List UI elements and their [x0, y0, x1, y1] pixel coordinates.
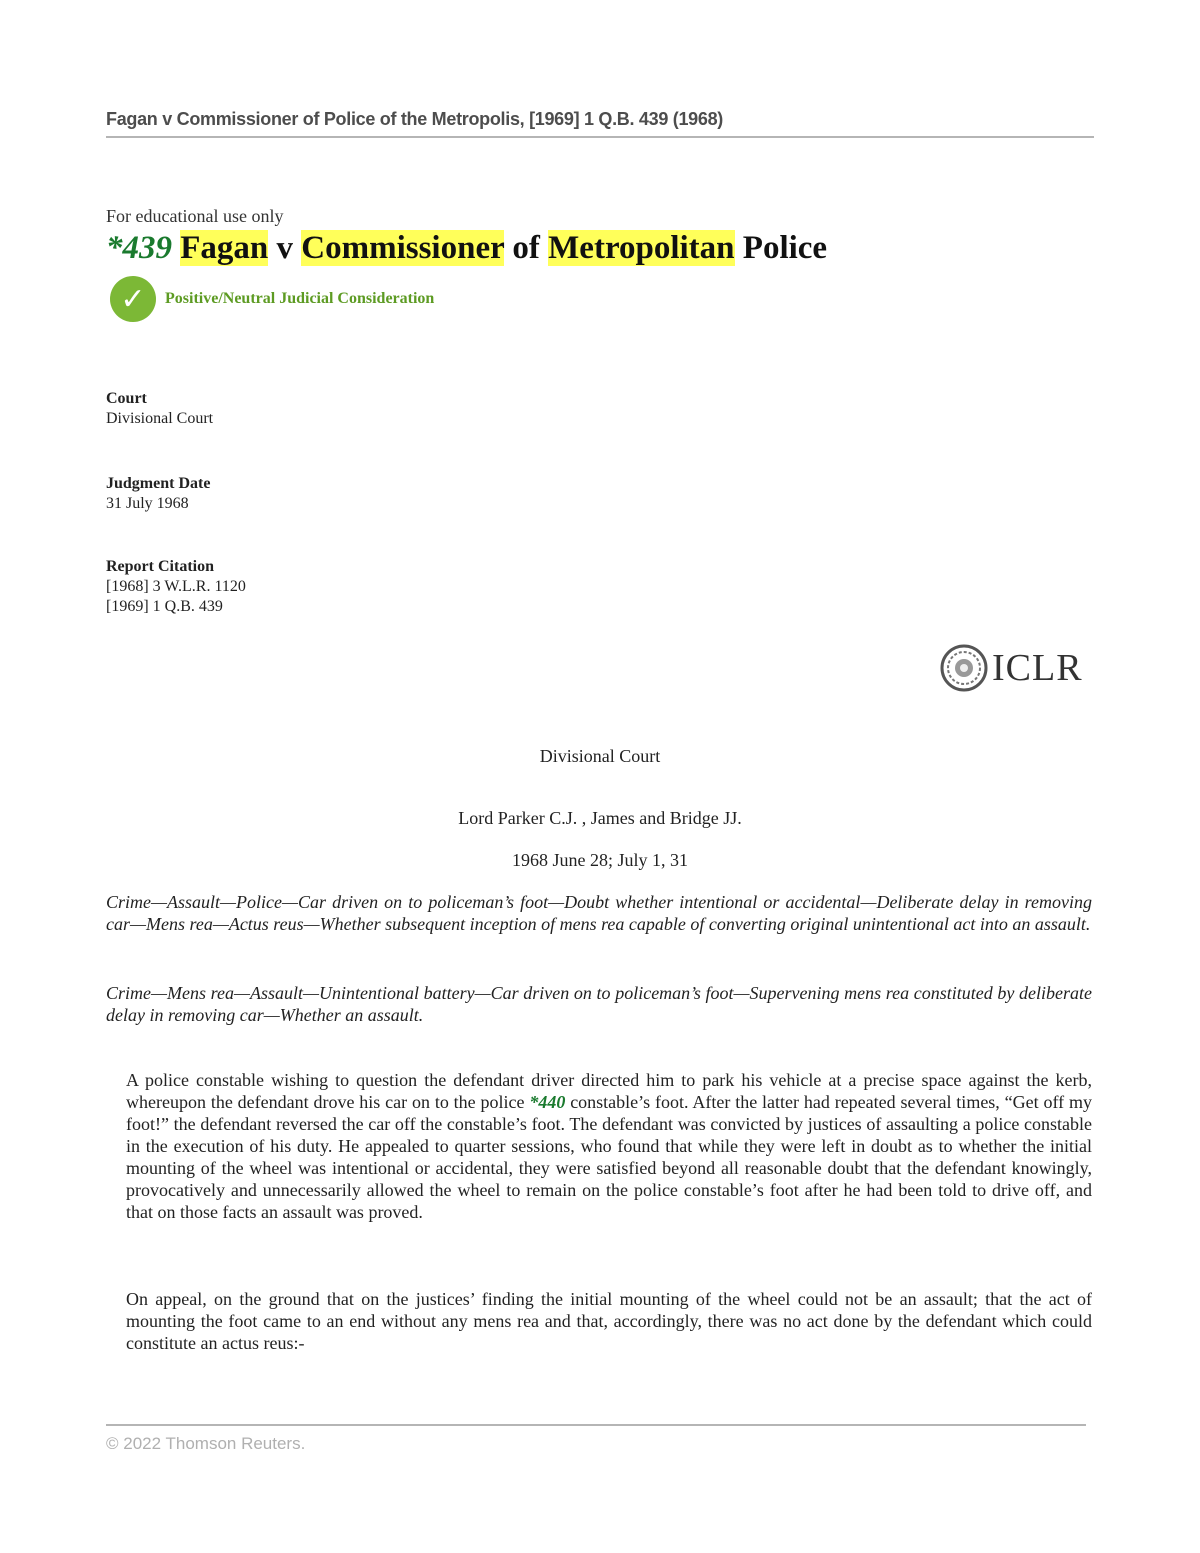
title-word-highlighted: Fagan	[180, 230, 269, 266]
judgment-date-label: Judgment Date	[106, 475, 211, 492]
citation-value: [1969] 1 Q.B. 439	[106, 598, 223, 615]
catchwords-paragraph: Crime—Assault—Police—Car driven on to policeman’s foot—Doubt whether intentional or accidental—Deliberate delay in removing car—Mens rea—Actus reus—Whether subsequent inception of mens rea capable of converting original unintentional act into an assault.	[106, 892, 1092, 934]
catchwords-paragraph: Crime—Mens rea—Assault—Unintentional battery—Car driven on to policeman’s foot—Supervening mens rea constituted by deliberate delay in removing car—Whether an assault.	[106, 983, 1092, 1025]
hearing-dates: 1968 June 28; July 1, 31	[511, 850, 688, 870]
court-heading: Divisional Court	[539, 746, 661, 766]
judges-line: Lord Parker C.J. , James and Bridge JJ.	[458, 808, 742, 828]
copyright-footer: © 2022 Thomson Reuters.	[106, 1434, 306, 1453]
document-header: Fagan v Commissioner of Police of the Metropolis, [1969] 1 Q.B. 439 (1968)	[106, 109, 723, 129]
iclr-seal-icon	[940, 644, 988, 692]
iclr-wordmark: ICLR	[992, 647, 1083, 689]
court-label: Court	[106, 390, 147, 407]
header-divider	[106, 136, 1094, 138]
title-word: Police	[742, 230, 828, 266]
page-reference: *440	[529, 1092, 566, 1112]
page-reference: *439	[106, 230, 172, 266]
footer-divider	[106, 1424, 1086, 1426]
court-value: Divisional Court	[106, 410, 214, 427]
judgment-date-value: 31 July 1968	[106, 495, 189, 512]
judicial-consideration-badge[interactable]	[110, 276, 434, 322]
report-citation-label: Report Citation	[106, 558, 214, 575]
headnote-paragraph	[126, 1069, 1092, 1223]
headnote-text: A police constable wishing to question the defendant driver directed him to park his vehicle at a precise space against the kerb, whereupon the defendant drove his car on to the police	[126, 1070, 1092, 1112]
iclr-logo	[940, 644, 1083, 692]
judgment-date-field	[106, 474, 210, 514]
title-word: v	[276, 230, 294, 266]
court-field	[106, 389, 213, 429]
headnote-paragraph: On appeal, on the ground that on the justices’ finding the initial mounting of the wheel could not be an assault; that the act of mounting the foot came to an end without any mens rea and that, accordingly, there was no act done by the defendant which could constitute an actus reus:-	[126, 1289, 1092, 1353]
report-citation-field	[106, 557, 246, 617]
educational-notice: For educational use only	[106, 206, 284, 226]
title-word-highlighted: Metropolitan	[548, 230, 735, 266]
headnote-text: constable’s foot. After the latter had repeated several times, “Get off my foot!” the defendant reversed the car off the constable’s foot. The defendant was convicted by justices of assaulting a police constable in the execution of his duty. He appealed to quarter sessions, who found that while they were left in doubt as to whether the initial mounting of the wheel was intentional or accidental, they were satisfied beyond all reasonable doubt that the defendant knowingly, provocatively and unnecessarily allowed the wheel to remain on the police constable’s foot after he had been told to drive off, and that on those facts an assault was proved.	[126, 1092, 1092, 1222]
checkmark-icon: ✓	[110, 276, 156, 322]
case-title	[106, 230, 827, 267]
judicial-consideration-label: Positive/Neutral Judicial Consideration	[165, 290, 435, 307]
citation-value: [1968] 3 W.L.R. 1120	[106, 578, 246, 595]
title-word-highlighted: Commissioner	[301, 230, 505, 266]
title-word: of	[512, 230, 540, 266]
